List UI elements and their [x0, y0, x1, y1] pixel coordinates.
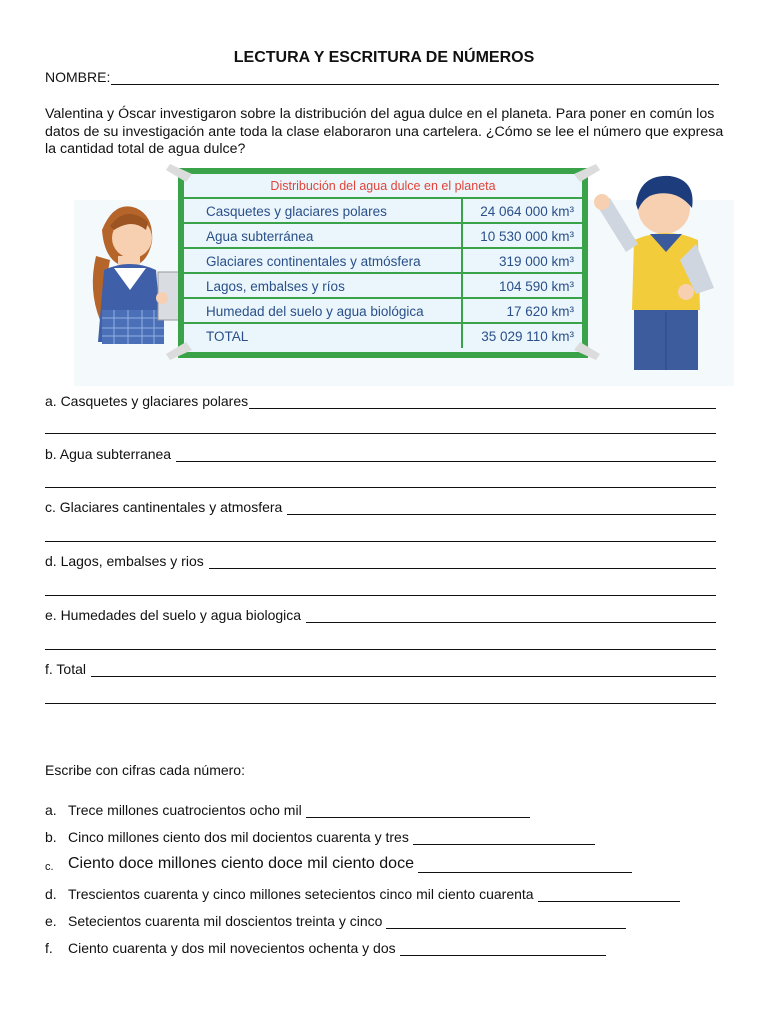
item-letter: c.	[45, 861, 54, 873]
item-letter: d.	[45, 886, 57, 902]
water-distribution-illustration	[74, 160, 734, 386]
number-item-e	[45, 913, 626, 929]
item-text: Ciento cuarenta y dos mil novecientos ochenta y dos	[68, 940, 396, 956]
question-e-extra-line[interactable]	[45, 649, 716, 650]
item-letter: b.	[45, 829, 57, 845]
item-text: Ciento doce millones ciento doce mil ciento doce	[68, 855, 414, 872]
question-d-label: d. Lagos, embalses y rios	[45, 553, 208, 569]
question-e-label: e. Humedades del suelo y agua biologica	[45, 607, 305, 623]
section-2-heading: Escribe con cifras cada número:	[45, 762, 245, 778]
question-e-row	[45, 606, 716, 623]
question-a-answer-line[interactable]	[249, 394, 716, 409]
poster-board	[166, 164, 600, 360]
item-a-answer-line[interactable]	[306, 803, 530, 818]
question-f-extra-line[interactable]	[45, 703, 716, 704]
question-c-answer-line[interactable]	[287, 500, 716, 515]
name-label: NOMBRE:	[45, 69, 111, 85]
item-text: Trescientos cuarenta y cinco millones setecientos cinco mil ciento cuarenta	[68, 886, 534, 902]
question-c-row	[45, 498, 716, 515]
board-row-value: 35 029 110 km³	[481, 329, 574, 344]
question-e-answer-line[interactable]	[306, 608, 716, 623]
question-a-label: a. Casquetes y glaciares polares	[45, 393, 249, 409]
board-row-value: 17 620 km³	[506, 304, 574, 319]
item-c-answer-line[interactable]	[418, 858, 632, 873]
number-item-a	[45, 802, 530, 818]
number-item-f	[45, 940, 606, 956]
question-b-label: b. Agua subterranea	[45, 446, 175, 462]
question-c-label: c. Glaciares cantinentales y atmosfera	[45, 499, 287, 515]
board-row-value: 10 530 000 km³	[480, 229, 574, 244]
question-d-answer-line[interactable]	[209, 554, 716, 569]
item-letter: a.	[45, 802, 57, 818]
number-item-d	[45, 886, 680, 902]
page-title: LECTURA Y ESCRITURA DE NÚMEROS	[233, 49, 535, 66]
question-d-extra-line[interactable]	[45, 595, 716, 596]
item-text: Cinco millones ciento dos mil docientos cuarenta y tres	[68, 829, 409, 845]
question-b-extra-line[interactable]	[45, 487, 716, 488]
item-e-answer-line[interactable]	[386, 914, 626, 929]
number-item-b	[45, 829, 595, 845]
question-b-row	[45, 445, 716, 462]
item-text: Trece millones cuatrocientos ocho mil	[68, 802, 302, 818]
number-item-c	[45, 855, 632, 873]
board-row-label: Glaciares continentales y atmósfera	[206, 254, 421, 269]
question-b-answer-line[interactable]	[176, 447, 716, 462]
question-f-answer-line[interactable]	[91, 662, 716, 677]
item-d-answer-line[interactable]	[538, 887, 680, 902]
name-answer-line[interactable]	[111, 70, 719, 85]
board-row-value: 104 590 km³	[498, 279, 574, 294]
question-c-extra-line[interactable]	[45, 541, 716, 542]
board-row-label: Casquetes y glaciares polares	[206, 204, 387, 219]
question-a-row	[45, 392, 716, 409]
board-row-value: 24 064 000 km³	[480, 204, 574, 219]
board-row-label: Agua subterránea	[206, 229, 314, 244]
board-row-value: 319 000 km³	[498, 254, 574, 269]
board-title: Distribución del agua dulce en el planeta	[270, 179, 496, 193]
item-text: Setecientos cuarenta mil doscientos treinta y cinco	[68, 913, 383, 929]
board-row-label: Lagos, embalses y ríos	[206, 279, 345, 294]
item-f-answer-line[interactable]	[400, 941, 606, 956]
question-d-row	[45, 552, 716, 569]
item-b-answer-line[interactable]	[413, 830, 595, 845]
item-letter: f.	[45, 940, 53, 956]
item-letter: e.	[45, 913, 57, 929]
intro-paragraph: Valentina y Óscar investigaron sobre la distribución del agua dulce en el planeta. Para poner en común los datos de su investigación ante toda la clase elaboraron una cartelera. ¿Cómo se lee el número que expresa la cantidad total de agua dulce?	[45, 106, 724, 157]
question-f-label: f. Total	[45, 661, 90, 677]
question-f-row	[45, 660, 716, 677]
board-row-label: Humedad del suelo y agua biológica	[206, 304, 424, 319]
question-a-extra-line[interactable]	[45, 433, 716, 434]
name-field-row	[45, 69, 719, 85]
board-row-label: TOTAL	[206, 329, 249, 344]
